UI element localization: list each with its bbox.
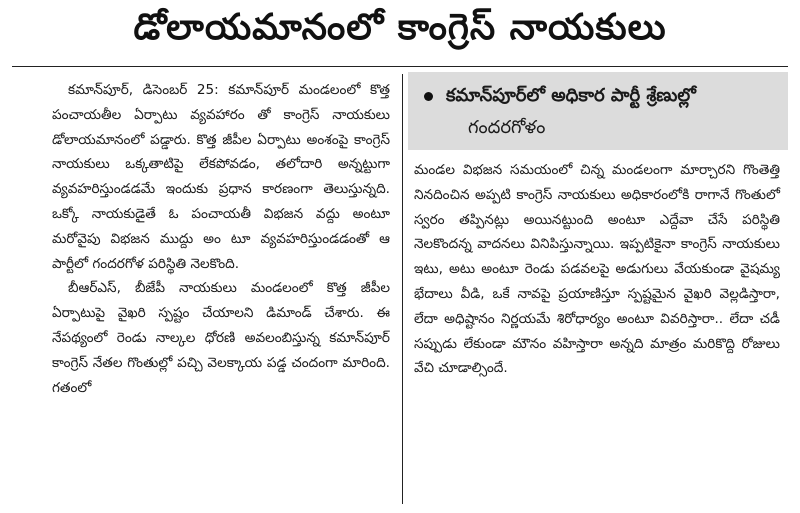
- column-divider: [402, 74, 403, 504]
- left-paragraph-1: కమాన్‌పూర్, డిసెంబర్ 25: కమాన్‌పూర్ మండలంలో కొత్త పంచాయతీల ఏర్పాటు వ్యవహారం తో కాంగ్రెస్ నాయకులు డోలాయమానంలో పడ్డారు. కొత్త జీపీల ఏర్పాటు అంశంపై కాంగ్రెస్ నాయకులు ఒక్కతాటిపై లేకపోవడం, తలోదారి అన్నట్టుగా వ్యవహరిస్తుండడమే ఇందుకు ప్రధాన కారణంగా తెలుస్తున్నది. ఒక్కో నాయకుడైతే ఓ పంచాయతీ విభజన వద్దు అంటూ మరోవైపు విభజన ముద్దు అం టూ వ్యవహరిస్తుండడంతో ఆ పార్టీలో గందరగోళ పరిస్థితి నెలకొంది.: [52, 82, 390, 272]
- left-column: [48, 72, 396, 508]
- right-column: [408, 72, 788, 508]
- bullet-icon: [424, 92, 433, 101]
- subheading-line-1: కమాన్‌పూర్‌లో అధికార పార్టీ శ్రేణుల్లో: [446, 85, 696, 106]
- right-column-text: [408, 150, 788, 381]
- subheading-line-2: గందరగోళం: [468, 117, 546, 138]
- left-paragraph-2: బీఆర్‌ఎస్, బీజేపీ నాయకులు మండలంలో కొత్త జీపీల ఏర్పాటుపై వైఖరి స్పష్టం చేయాలని డిమాండ్ చేశారు. ఈ నేపథ్యంలో రెండు నాల్కల ధోరణి అవలంబిస్తున్న కమాన్‌పూర్ కాంగ్రెస్ నేతల గొంతుల్లో పచ్చి వెలక్కాయ పడ్డ చందంగా మారింది. గతంలో: [52, 280, 390, 396]
- headline: డోలాయమానంలో కాంగ్రెస్ నాయకులు: [133, 7, 667, 48]
- subheading-box: [408, 72, 788, 150]
- right-paragraph-1: మండల విభజన సమయంలో చిన్న మండలంగా మార్చారని గొంతెత్తి నినదించిన అప్పటి కాంగ్రెస్ నాయకులు అధికారంలోకి రాగానే గొంతులో స్వరం తప్పినట్లు అయినట్టుంది అంటూ ఎద్దేవా చేసే పరిస్థితి నెలకొందన్న వాదనలు వినిపిస్తున్నాయి. ఇప్పటికైనా కాంగ్రెస్ నాయకులు ఇటు, అటు అంటూ రెండు పడవలపై అడుగులు వేయకుండా వైషమ్య భేదాలు వీడి, ఒకే నావపై ప్రయాణిస్తూ స్పష్టమైన వైఖరి వెల్లడిస్తారా, లేదా అధిష్టానం నిర్ణయమే శిరోధార్యం అంటూ వివరిస్తారా.. లేదా చడీ సప్పుడు లేకుండా మౌనం వహిస్తారా అన్నది మాత్రం మరికొద్ది రోజులు వేచి చూడాల్సిందే.: [414, 162, 780, 377]
- left-column-text: [52, 72, 390, 400]
- headline-rule: [12, 66, 788, 67]
